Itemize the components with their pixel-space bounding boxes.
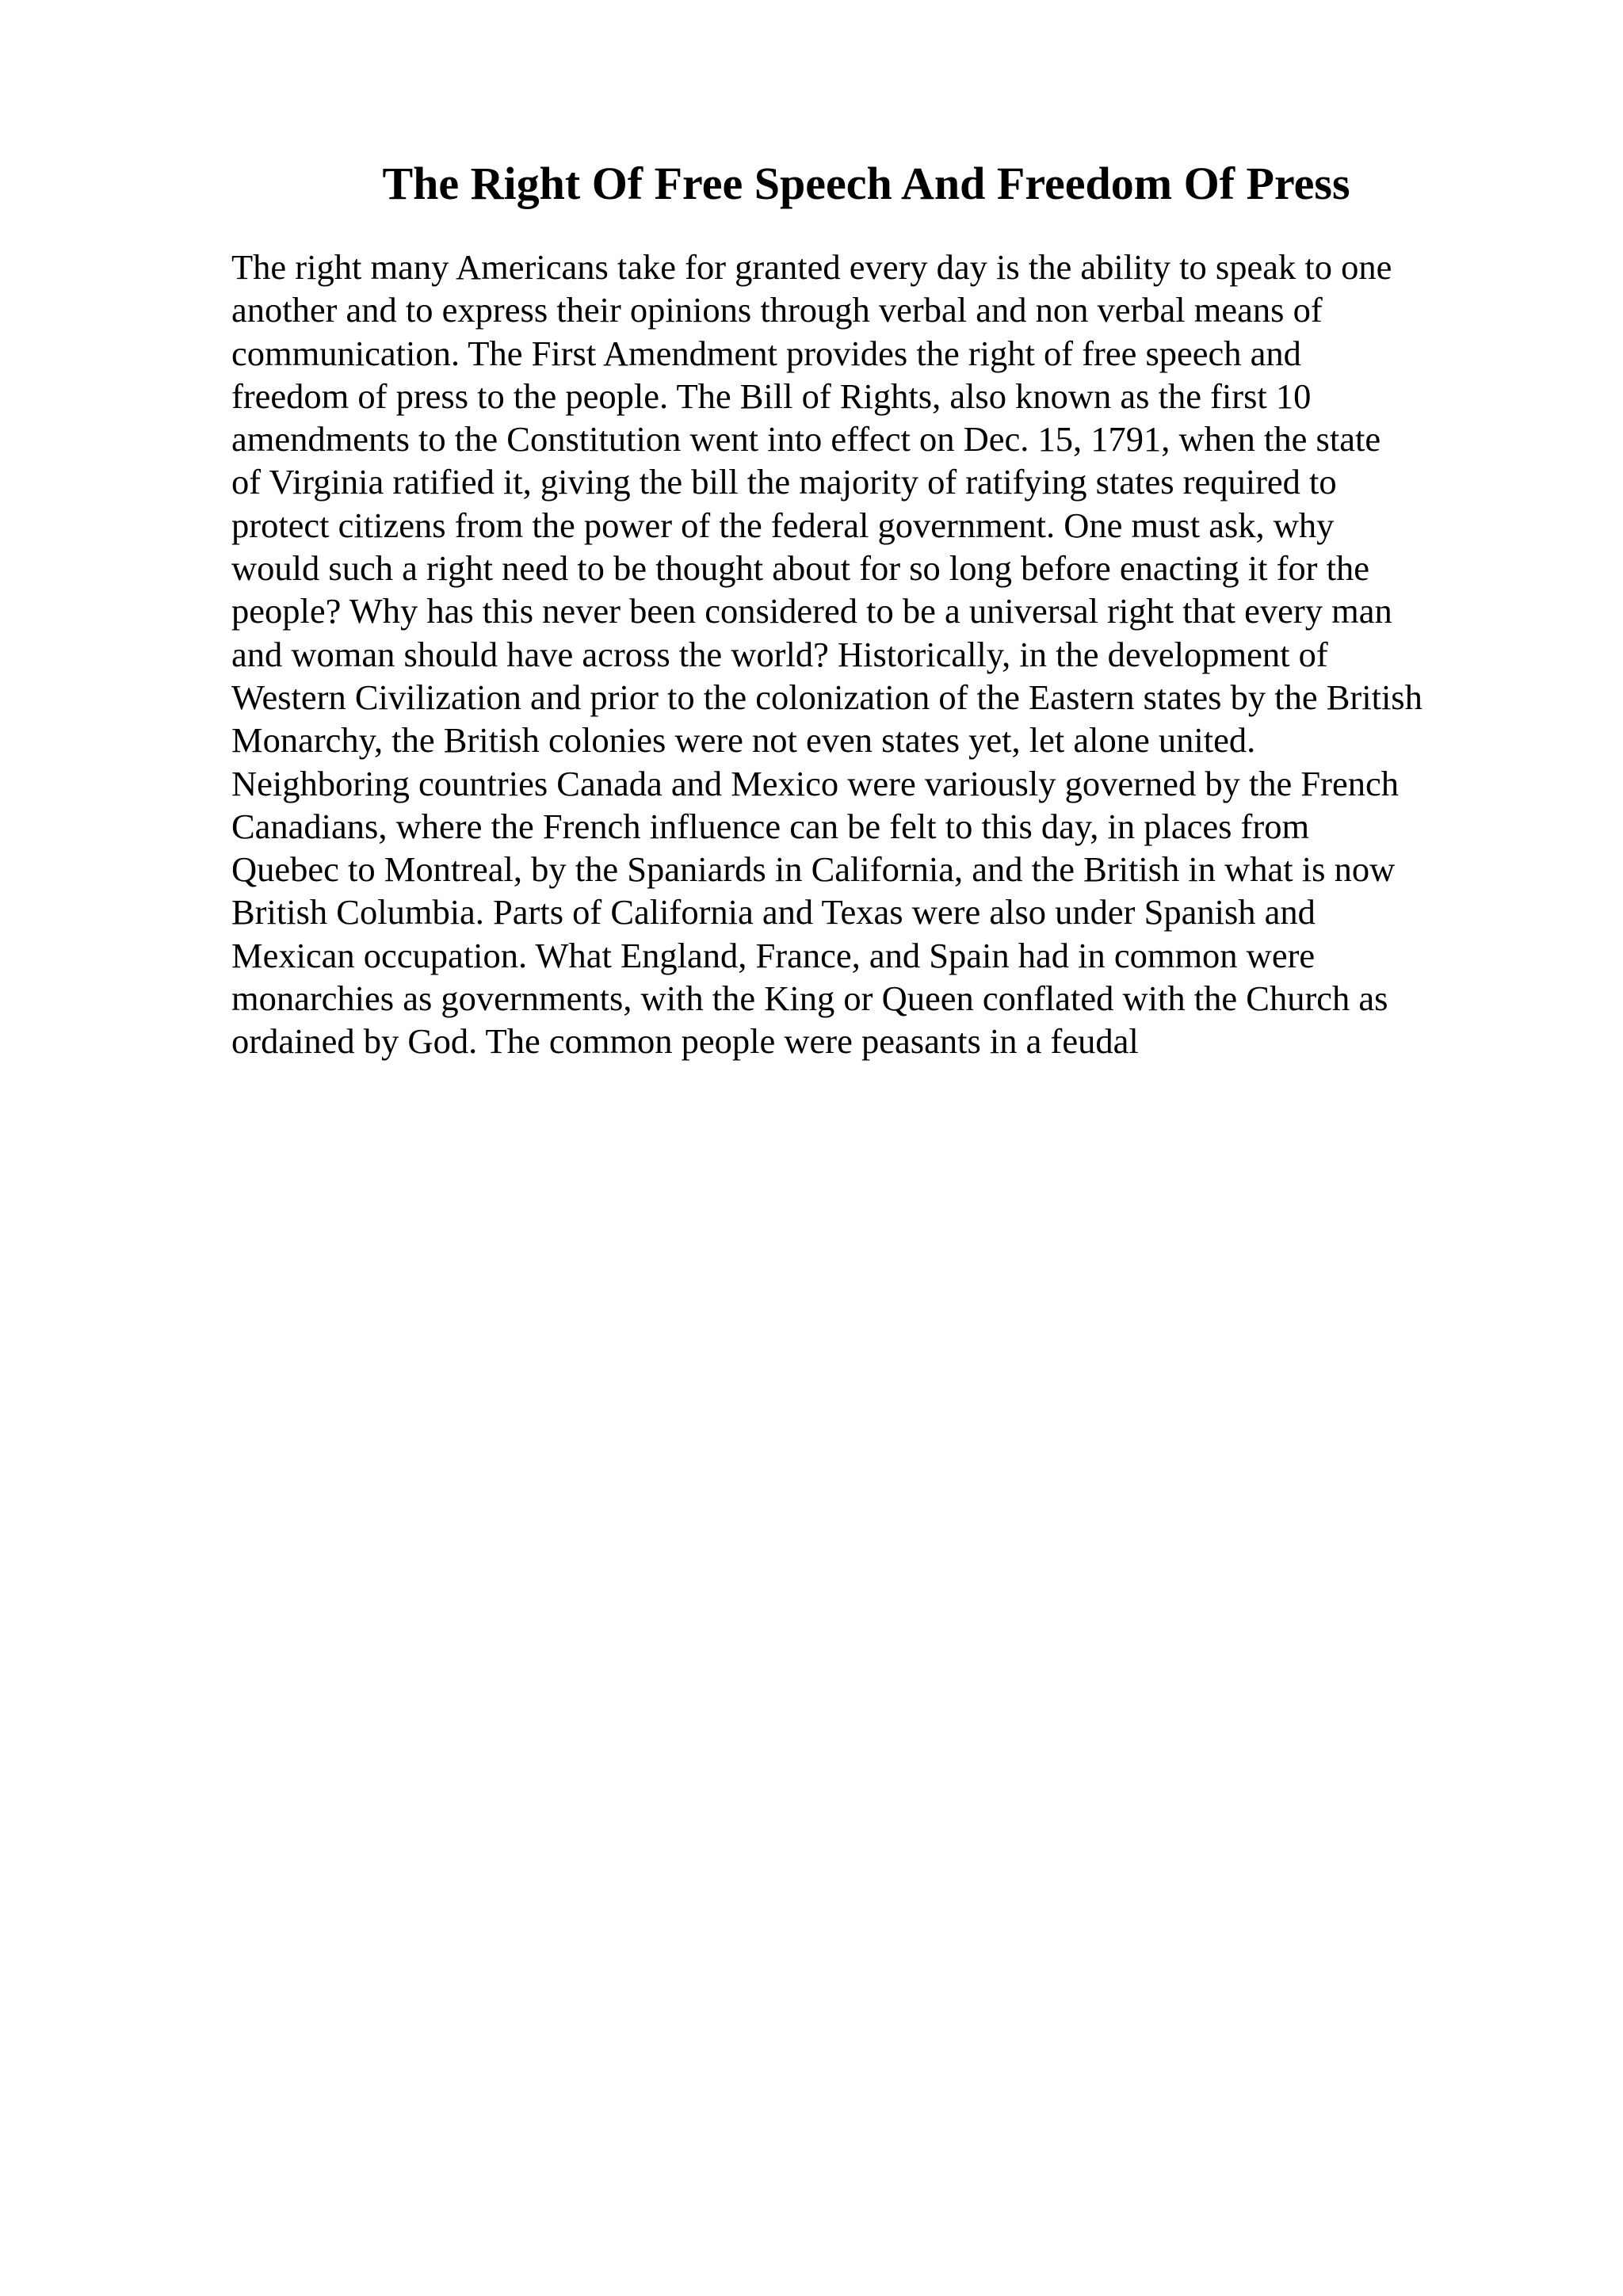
text-line: Quebec to Montreal, by the Spaniards in California, and the British in what is now — [231, 849, 1396, 890]
text-line: amendments to the Constitution went into effect on Dec. 15, 1791, when the state — [231, 419, 1381, 460]
text-line: communication. The First Amendment provides the right of free speech and — [231, 333, 1301, 373]
text-line: protect citizens from the power of the federal government. One must ask, why — [231, 505, 1335, 545]
body-paragraph — [231, 246, 1594, 1063]
text-line: ordained by God. The common people were peasants in a feudal — [231, 1021, 1139, 1062]
text-line: The right many Americans take for granted every day is the ability to speak to one — [231, 247, 1392, 287]
text-line: and woman should have across the world? Historically, in the development of — [231, 634, 1328, 674]
text-line: Neighboring countries Canada and Mexico were variously governed by the French — [231, 763, 1399, 803]
text-line: of Virginia ratified it, giving the bill the majority of ratifying states required to — [231, 462, 1337, 502]
text-line: people? Why has this never been considered to be a universal right that every man — [231, 591, 1392, 631]
text-line: monarchies as governments, with the King or Queen conflated with the Church as — [231, 978, 1388, 1019]
text-line: Canadians, where the French influence can be felt to this day, in places from — [231, 806, 1310, 846]
text-line: freedom of press to the people. The Bill of Rights, also known as the first 10 — [231, 376, 1312, 416]
text-line: Monarchy, the British colonies were not even states yet, let alone united. — [231, 720, 1256, 761]
text-line: Mexican occupation. What England, France, and Spain had in common were — [231, 935, 1316, 975]
text-line: would such a right need to be thought about for so long before enacting it for the — [231, 548, 1369, 589]
text-line: another and to express their opinions through verbal and non verbal means of — [231, 290, 1323, 330]
text-line: Western Civilization and prior to the colonization of the Eastern states by the British — [231, 677, 1423, 717]
text-line: British Columbia. Parts of California and Texas were also under Spanish and — [231, 892, 1316, 933]
document-title: The Right Of Free Speech And Freedom Of Press — [382, 158, 1350, 209]
